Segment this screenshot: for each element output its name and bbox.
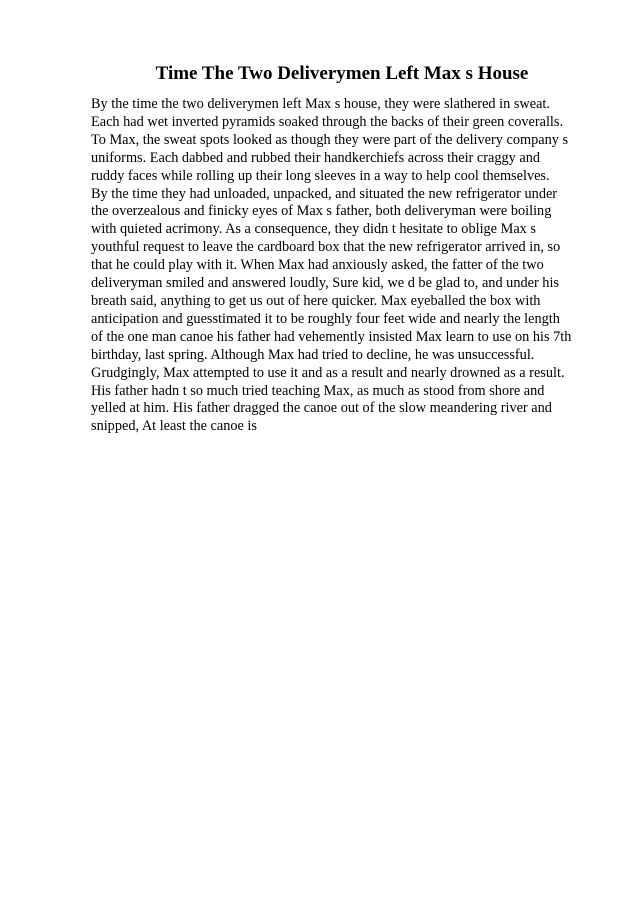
- text-line: anticipation and guesstimated it to be roughly four feet wide and nearly the length: [91, 310, 560, 327]
- text-line: snipped, At least the canoe is: [91, 418, 257, 435]
- text-line: the overzealous and finicky eyes of Max s father, both deliveryman were boiling: [91, 203, 552, 220]
- text-line: By the time the two deliverymen left Max s house, they were slathered in sweat.: [91, 96, 550, 112]
- body-paragraph: [91, 96, 591, 436]
- text-line: uniforms. Each dabbed and rubbed their handkerchiefs across their craggy and: [91, 149, 540, 166]
- text-line: ruddy faces while rolling up their long sleeves in a way to help cool themselves.: [91, 167, 550, 184]
- page-title: Time The Two Deliverymen Left Max s House: [155, 63, 529, 84]
- text-line: breath said, anything to get us out of here quicker. Max eyeballed the box with: [91, 292, 541, 309]
- text-line: His father hadn t so much tried teaching Max, as much as stood from shore and: [91, 382, 545, 399]
- text-line: By the time they had unloaded, unpacked, and situated the new refrigerator under: [91, 185, 558, 202]
- text-line: youthful request to leave the cardboard box that the new refrigerator arrived in, so: [91, 239, 561, 256]
- text-line: yelled at him. His father dragged the canoe out of the slow meandering river and: [91, 400, 552, 417]
- text-line: with quieted acrimony. As a consequence, they didn t hesitate to oblige Max s: [91, 221, 536, 238]
- text-line: Each had wet inverted pyramids soaked through the backs of their green coveralls.: [91, 113, 564, 130]
- text-line: of the one man canoe his father had vehemently insisted Max learn to use on his 7th: [91, 328, 572, 345]
- text-line: deliveryman smiled and answered loudly, Sure kid, we d be glad to, and under his: [91, 275, 559, 292]
- text-line: To Max, the sweat spots looked as though they were part of the delivery company s: [91, 131, 569, 148]
- text-line: that he could play with it. When Max had anxiously asked, the fatter of the two: [91, 257, 544, 274]
- text-line: Grudgingly, Max attempted to use it and as a result and nearly drowned as a result.: [91, 364, 565, 381]
- text-line: birthday, last spring. Although Max had tried to decline, he was unsuccessful.: [91, 346, 535, 363]
